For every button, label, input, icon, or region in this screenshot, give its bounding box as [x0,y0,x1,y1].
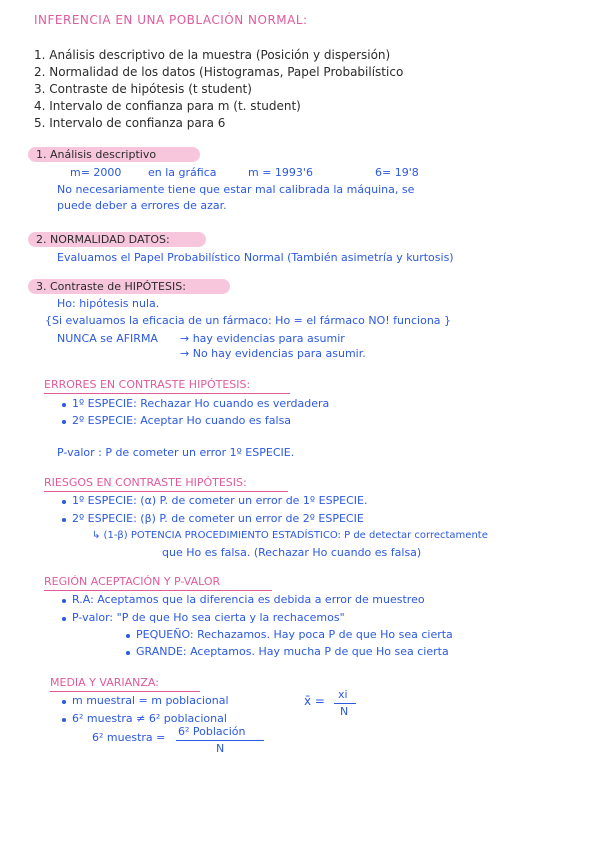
bullet [62,718,66,722]
s1-line2: No necesariamente tiene que estar mal calibrada la máquina, se [57,183,415,196]
errores-heading: ERRORES EN CONTRASTE HIPÓTESIS: [44,378,251,391]
section-2-heading: 2. NORMALIDAD DATOS: [36,233,170,246]
s2-line: Evaluamos el Papel Probabilístico Normal (También asimetría y kurtosis) [57,251,454,264]
section-1-heading: 1. Análisis descriptivo [36,148,157,161]
errores-2: 2º ESPECIE: Aceptar Ho cuando es falsa [72,414,292,427]
page-title: INFERENCIA EN UNA POBLACIÓN NORMAL: [34,13,308,27]
s3-example: {Si evaluamos la eficacia de un fármaco: Ho = el fármaco NO! funciona } [45,314,452,327]
region-ra: R.A: Aceptamos que la diferencia es debida a error de muestreo [72,593,425,606]
region-pequeno: PEQUEÑO: Rechazamos. Hay poca P de que Ho sea cierta [136,628,453,641]
xbar-numerator: xi [338,688,348,701]
riesgos-heading: RIESGOS EN CONTRASTE HIPÓTESIS: [44,476,247,489]
index-item: 3. Contraste de hipótesis (t student) [34,82,252,96]
region-grande: GRANDE: Aceptamos. Hay mucha P de que Ho sea cierta [136,645,449,658]
s3-nunca: NUNCA se AFIRMA [57,332,158,345]
index-item: 2. Normalidad de los datos (Histogramas, Papel Probabilístico [34,65,404,79]
bullet [62,599,66,603]
riesgos-3: ↳ (1-β) POTENCIA PROCEDIMIENTO ESTADÍSTICO: P de detectar correctamente [92,530,488,541]
region-heading: REGIÓN ACEPTACIÓN Y P-VALOR [44,575,221,588]
bullet [126,634,130,638]
errores-1: 1º ESPECIE: Rechazar Ho cuando es verdadera [72,397,330,410]
fraction-bar [334,703,356,704]
s3-arrow-1: → hay evidencias para asumir [180,332,345,345]
xbar-label: x̄ = [304,694,325,708]
bullet [62,403,66,407]
heading-underline [44,393,290,394]
media-heading: MEDIA Y VARIANZA: [50,676,159,689]
bullet [62,500,66,504]
media-3-denominator: N [216,742,225,755]
bullet [62,700,66,704]
bullet [62,518,66,522]
region-pvalor: P-valor: "P de que Ho sea cierta y la rechacemos" [72,611,345,624]
heading-underline [44,590,272,591]
heading-underline [50,691,200,692]
riesgos-1: 1º ESPECIE: (α) P. de cometer un error de 1º ESPECIE. [72,494,368,507]
heading-underline [44,491,288,492]
index-item: 1. Análisis descriptivo de la muestra (Posición y dispersión) [34,48,391,62]
fraction-bar [176,740,264,741]
section-3-heading: 3. Contraste de HIPÓTESIS: [36,280,186,293]
media-1: m muestral = m poblacional [72,694,229,707]
s1-m-sample: m = 1993'6 [248,166,313,179]
media-2: 6² muestra ≠ 6² poblacional [72,712,227,725]
bullet [62,420,66,424]
s3-arrow-2: → No hay evidencias para asumir. [180,347,366,360]
index-item: 4. Intervalo de confianza para m (t. student) [34,99,301,113]
bullet [126,651,130,655]
s1-line3: puede deber a errores de azar. [57,199,227,212]
bullet [62,617,66,621]
errores-pvalor: P-valor : P de cometer un error 1º ESPECIE. [57,446,295,459]
s1-m-value: m= 2000 [70,166,122,179]
xbar-denominator: N [340,705,349,718]
index-item: 5. Intervalo de confianza para 6 [34,116,226,130]
s1-grafica: en la gráfica [148,166,217,179]
media-3: 6² muestra = [92,731,166,744]
s3-h0: Ho: hipótesis nula. [57,297,160,310]
media-3-numerator: 6² Población [178,725,246,738]
s1-sigma: 6= 19'8 [375,166,419,179]
riesgos-4: que Ho es falsa. (Rechazar Ho cuando es falsa) [162,546,422,559]
riesgos-2: 2º ESPECIE: (β) P. de cometer un error de 2º ESPECIE [72,512,364,525]
